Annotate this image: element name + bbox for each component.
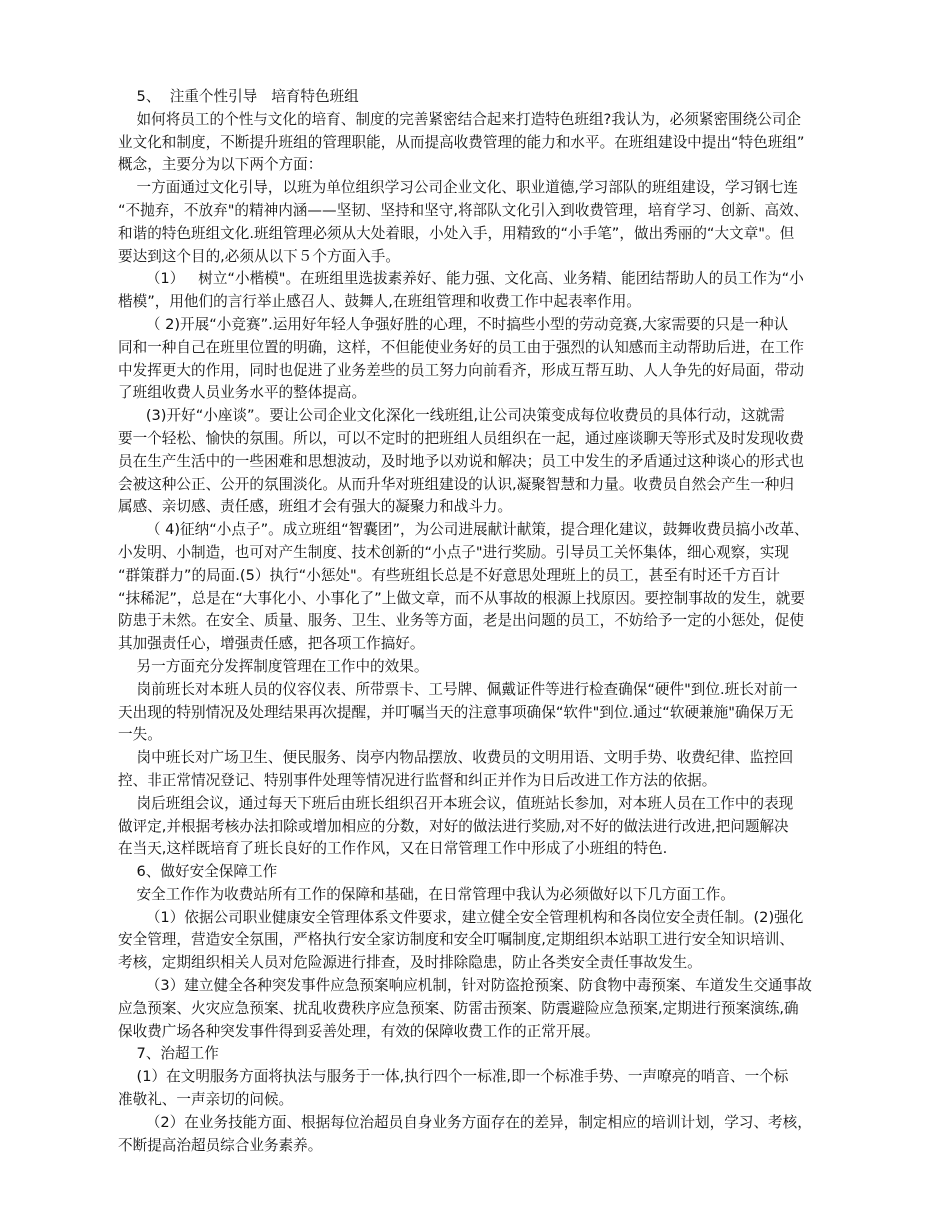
text-line: 要一个轻松、愉快的氛围。所以，可以不定时的把班组人员组织在一起，通过座谈聊天等形式及时发现收费 [118,429,804,447]
paragraph [118,268,864,314]
text-line: 做评定,并根据考核办法扣除或增加相应的分数，对好的做法进行奖励,对不好的做法进行改进,把问题解决 [118,817,789,835]
text-line: 员在生产生活中的一些困难和思想波动，及时地予以劝说和解决；员工中发生的矛盾通过这种谈心的形式也 [118,452,804,470]
text-line: 中发挥更大的作用，同时也促进了业务差些的员工努力向前看齐，形成互帮互助、人人争先的好局面，带动 [118,361,804,379]
paragraph [118,907,864,975]
paragraph [118,1043,864,1066]
paragraph [118,975,864,1043]
text-line: 一方面通过文化引导，以班为单位组织学习公司企业文化、职业道德,学习部队的班组建设，学习钢七连 [118,179,798,197]
text-line: 要达到这个目的,必须从以下５个方面入手。 [118,247,400,265]
text-line: 安全工作作为收费站所有工作的保障和基础，在日常管理中我认为必须做好以下几方面工作。 [118,885,735,903]
text-line: 其加强责任心，增强责任感，把各项工作搞好。 [118,635,425,653]
text-line: 小发明、小制造，也可对产生制度、技术创新的“小点子"进行奖励。引导员工关怀集体，细心观察，实现 [118,543,789,561]
paragraph [118,884,864,907]
paragraph [118,405,864,519]
document-body [118,86,864,1157]
text-line: 和谐的特色班组文化.班组管理必须从大处着眼，小处入手，用精致的“小手笔”，做出秀丽的“大文章"。但 [118,224,795,242]
paragraph [118,747,864,793]
text-line: 业文化和制度，不断提升班组的管理职能，从而提高收费管理的能力和水平。在班组建设中提出“特色班组” [118,133,805,151]
text-line: 楷模”，用他们的言行举止感召人、鼓舞人,在班组管理和收费工作中起表率作用。 [118,293,641,311]
text-line: 属感、亲切感、责任感，班组才会有强大的凝聚力和战斗力。 [118,498,513,516]
text-line: （ 4)征纳“小点子”。成立班组“智囊团”，为公司进展献计献策，提合理化建议，鼓舞收费员搞小改革、 [118,521,809,539]
paragraph [118,1066,864,1112]
text-line: 概念，主要分为以下两个方面： [118,156,323,174]
text-line: 另一方面充分发挥制度管理在工作中的效果。 [118,657,429,675]
paragraph [118,519,864,656]
text-line: 应急预案、火灾应急预案、扰乱收费秩序应急预案、防雷击预案、防震避险应急预案,定期进行预案演练,确 [118,999,799,1017]
paragraph [118,314,864,405]
text-line: (3)开好“小座谈”。要让公司企业文化深化一线班组,让公司决策变成每位收费员的具体行动，这就需 [118,407,785,425]
text-line: 控、非正常情况登记、特别事件处理等情况进行监督和纠正并作为日后改进工作方法的依据。 [118,771,717,789]
text-line: 了班组收费人员业务水平的整体提高。 [118,384,367,402]
text-line: 岗中班长对广场卫生、便民服务、岗亭内物品摆放、收费员的文明用语、文明手势、收费纪律、监控回 [118,749,794,767]
text-line: “群策群力”的局面.(5）执行“小惩处"。有些班组长总是不好意思处理班上的员工，甚至有时还千方百计 [118,566,780,584]
paragraph [118,679,864,747]
text-line: 准敬礼、一声亲切的问候。 [118,1091,294,1109]
text-line: 保收费广场各种突发事件得到妥善处理，有效的保障收费工作的正常开展。 [118,1022,600,1040]
text-line: 6、做好安全保障工作 [118,863,278,881]
text-line: （1） 树立“小楷模"。在班组里选拔素养好、能力强、文化高、业务精、能团结帮助人的员工作为“小 [118,270,804,288]
text-line: 安全管理，营造安全氛围，严格执行安全家访制度和安全叮嘱制度,定期组织本站职工进行安全知识培训、 [118,931,794,949]
paragraph [118,861,864,884]
text-line: （3）建立健全各种突发事件应急预案响应机制，针对防盗抢预案、防食物中毒预案、车道发生交通事故 [118,977,812,995]
text-line: “抹稀泥”，总是在“大事化小、小事化了”上做文章，而不从事故的根源上找原因。要控制事故的发生，就要 [118,589,805,607]
text-line: 5、 注重个性引导 培育特色班组 [118,88,359,105]
paragraph [118,109,864,177]
text-line: (1）在文明服务方面将执法与服务于一体,执行四个一标准,即一个标准手势、一声嘹亮的哨音、一个标 [118,1068,789,1086]
text-line: （ 2)开展“小竞赛”.运用好年轻人争强好胜的心理，不时搞些小型的劳动竞赛,大家需要的只是一种认 [118,315,789,333]
paragraph [118,793,864,861]
text-line: 不断提高治超员综合业务素养。 [118,1136,323,1154]
text-line: 如何将员工的个性与文化的培育、制度的完善紧密结合起来打造特色班组?我认为，必须紧密围绕公司企 [118,110,802,128]
paragraph [118,177,864,268]
text-line: 一失。 [118,726,162,744]
text-line: 会被这种公正、公开的氛围淡化。从而升华对班组建设的认识,凝聚智慧和力量。收费员自然会产生一种归 [118,475,794,493]
text-line: 岗前班长对本班人员的仪容仪表、所带票卡、工号牌、佩戴证件等进行检查确保“硬件"到位.班长对前一 [118,680,798,698]
paragraph [118,86,864,109]
text-line: 同和一种自己在班里位置的明确，这样，不但能使业务好的员工由于强烈的认知感而主动帮助后进，在工作 [118,338,804,356]
text-line: （1）依据公司职业健康安全管理体系文件要求，建立健全安全管理机构和各岗位安全责任制。(2)强化 [118,908,804,926]
text-line: 考核，定期组织相关人员对危险源进行排查，及时排除隐患，防止各类安全责任事故发生。 [118,954,702,972]
paragraph [118,1112,864,1158]
text-line: （2）在业务技能方面、根据每位治超员自身业务方面存在的差异，制定相应的培训计划，学习、考核， [118,1113,812,1131]
text-line: 防患于未然。在安全、质量、服务、卫生、业务等方面，老是出问题的员工，不妨给予一定的小惩处，促使 [118,612,804,630]
text-line: “不抛弃，不放弃"的精神内涵——坚韧、坚持和坚守,将部队文化引入到收费管理，培育学习、创新、高效、 [118,201,809,219]
text-line: 在当天,这样既培育了班长良好的工作作风，又在日常管理工作中形成了小班组的特色. [118,840,668,858]
text-line: 岗后班组会议，通过每天下班后由班长组织召开本班会议，值班站长参加，对本班人员在工作中的表现 [118,794,794,812]
text-line: 天出现的特别情况及处理结果再次提醒，并叮嘱当天的注意事项确保“软件"到位.通过“软硬兼施"确保万无 [118,703,794,721]
paragraph [118,656,864,679]
text-line: 7、治超工作 [118,1045,219,1063]
